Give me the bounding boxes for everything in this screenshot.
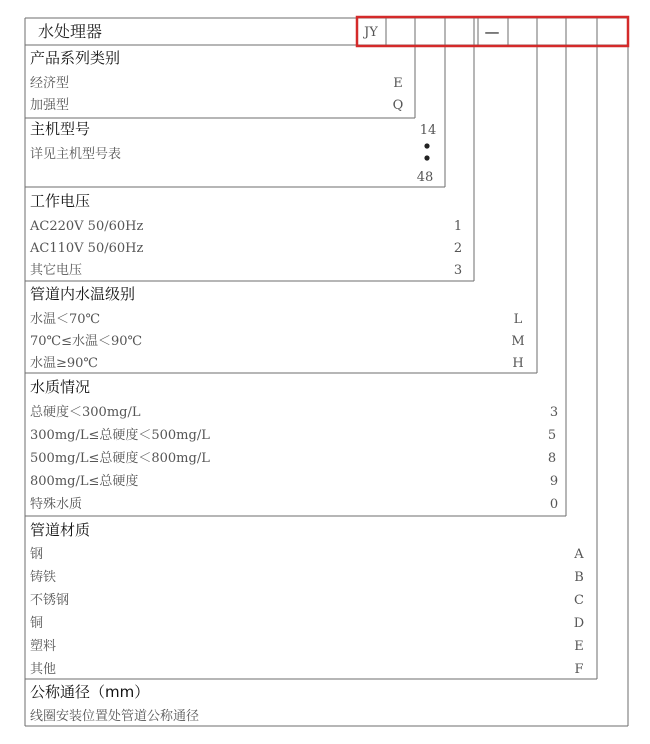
diameter-label: 线圈安装位置处管道公称通径 <box>30 709 200 724</box>
model-label: 详见主机型号表 <box>30 147 122 162</box>
water-code-special: 0 <box>549 497 559 512</box>
section-heading-series: 产品系列类别 <box>30 49 121 67</box>
material-label-stainless: 不锈钢 <box>30 593 70 608</box>
water-code-gte800: 9 <box>549 474 559 489</box>
section-heading-material: 管道材质 <box>30 521 91 539</box>
section-heading-water-quality: 水质情况 <box>30 378 91 396</box>
model-code-max: 48 <box>416 170 434 185</box>
material-code-steel: A <box>574 547 584 562</box>
material-label-steel: 钢 <box>30 547 44 562</box>
temp-label-high: 水温≥90℃ <box>30 356 98 371</box>
water-label-gte800: 800mg/L≤总硬度 <box>30 474 139 489</box>
voltage-code-220: 1 <box>453 219 463 234</box>
temp-code-low: L <box>513 312 523 327</box>
model-range-dot <box>424 143 429 148</box>
section-heading-voltage: 工作电压 <box>30 192 91 210</box>
series-code-economy: E <box>393 76 403 91</box>
material-label-other: 其他 <box>30 662 57 677</box>
model-range-dot <box>424 155 429 160</box>
material-code-plastic: E <box>574 639 584 654</box>
material-label-cast-iron: 铸铁 <box>30 570 57 585</box>
voltage-label-220: AC220V 50/60Hz <box>30 219 144 234</box>
temp-code-high: H <box>512 356 524 371</box>
model-prefix: JY <box>364 25 378 40</box>
water-label-lt300: 总硬度＜300mg/L <box>30 405 141 420</box>
series-code-enhanced: Q <box>392 98 404 113</box>
material-label-plastic: 塑料 <box>30 639 57 654</box>
material-label-copper: 铜 <box>30 616 44 631</box>
material-code-cast-iron: B <box>574 570 584 585</box>
model-dash: — <box>484 23 500 41</box>
series-label-enhanced: 加强型 <box>30 98 70 113</box>
water-label-special: 特殊水质 <box>30 497 83 512</box>
section-heading-temperature: 管道内水温级别 <box>30 285 136 303</box>
material-code-stainless: C <box>574 593 584 608</box>
product-title: 水处理器 <box>38 22 103 41</box>
voltage-code-other: 3 <box>453 263 463 278</box>
temp-label-mid: 70℃≤水温＜90℃ <box>30 334 143 349</box>
voltage-label-110: AC110V 50/60Hz <box>30 241 144 256</box>
water-label-300-500: 300mg/L≤总硬度＜500mg/L <box>30 428 210 443</box>
model-code-min: 14 <box>419 123 437 138</box>
section-heading-model: 主机型号 <box>30 120 91 138</box>
section-heading-diameter: 公称通径（mm） <box>30 683 150 701</box>
water-code-lt300: 3 <box>549 405 559 420</box>
temp-label-low: 水温＜70℃ <box>30 312 101 327</box>
water-label-500-800: 500mg/L≤总硬度＜800mg/L <box>30 451 210 466</box>
water-code-500-800: 8 <box>547 451 557 466</box>
water-code-300-500: 5 <box>547 428 557 443</box>
temp-code-mid: M <box>511 334 525 349</box>
voltage-code-110: 2 <box>453 241 463 256</box>
material-code-copper: D <box>573 616 585 631</box>
material-code-other: F <box>574 662 584 677</box>
series-label-economy: 经济型 <box>30 76 70 91</box>
voltage-label-other: 其它电压 <box>30 263 83 278</box>
